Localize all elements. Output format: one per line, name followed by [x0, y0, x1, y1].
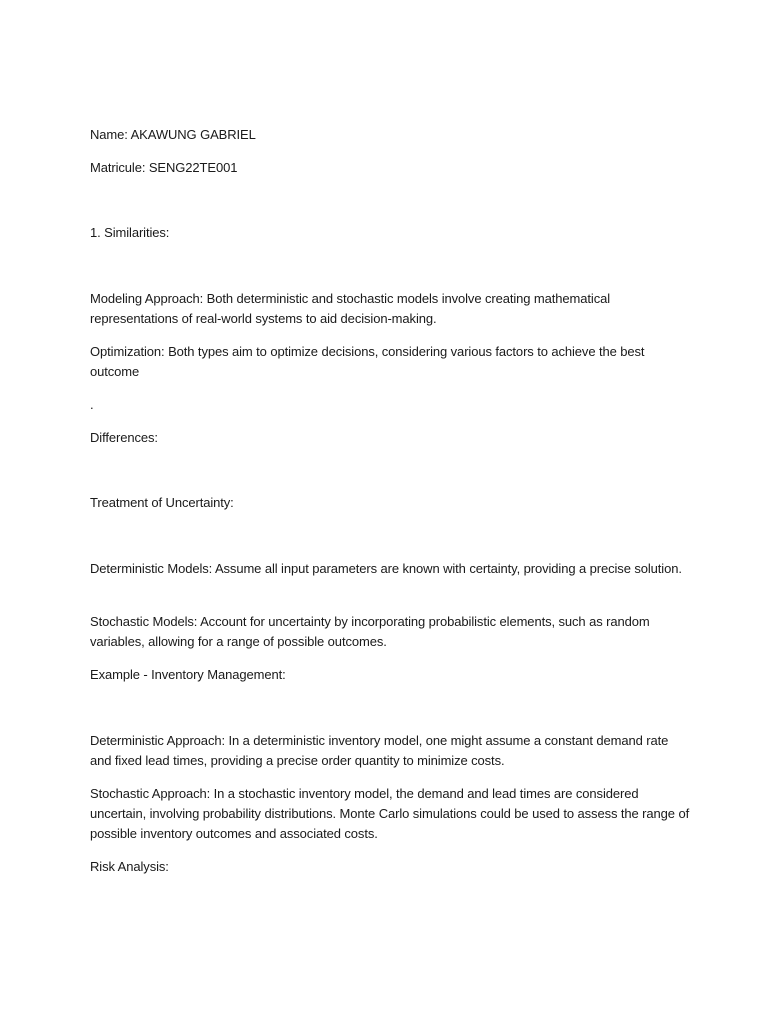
stochastic-approach-paragraph: Stochastic Approach: In a stochastic inventory model, the demand and lead times are considered uncertain, involving probability distributions. Monte Carlo simulations could be used to assess the range of possible inventory outcomes and associated costs.	[90, 786, 690, 841]
differences-heading: Differences:	[90, 430, 158, 445]
modeling-approach-paragraph: Modeling Approach: Both deterministic and stochastic models involve creating mathematical representations of real-world systems to aid decision-making.	[90, 291, 611, 326]
example-heading: Example - Inventory Management:	[90, 667, 286, 682]
optimization-paragraph: Optimization: Both types aim to optimize decisions, considering various factors to achieve the best outcome	[90, 344, 645, 379]
deterministic-models-paragraph: Deterministic Models: Assume all input parameters are known with certainty, providing a precise solution.	[90, 561, 682, 576]
deterministic-approach-paragraph: Deterministic Approach: In a deterministic inventory model, one might assume a constant demand rate and fixed lead times, providing a precise order quantity to minimize costs.	[90, 733, 669, 768]
name-line: Name: AKAWUNG GABRIEL	[90, 127, 256, 142]
treatment-of-uncertainty-heading: Treatment of Uncertainty:	[90, 495, 234, 510]
stochastic-models-paragraph: Stochastic Models: Account for uncertainty by incorporating probabilistic elements, such as random variables, allowing for a range of possible outcomes.	[90, 614, 650, 649]
stray-dot: .	[90, 397, 94, 412]
similarities-heading: 1. Similarities:	[90, 225, 170, 240]
risk-analysis-heading: Risk Analysis:	[90, 859, 169, 874]
matricule-line: Matricule: SENG22TE001	[90, 160, 238, 175]
